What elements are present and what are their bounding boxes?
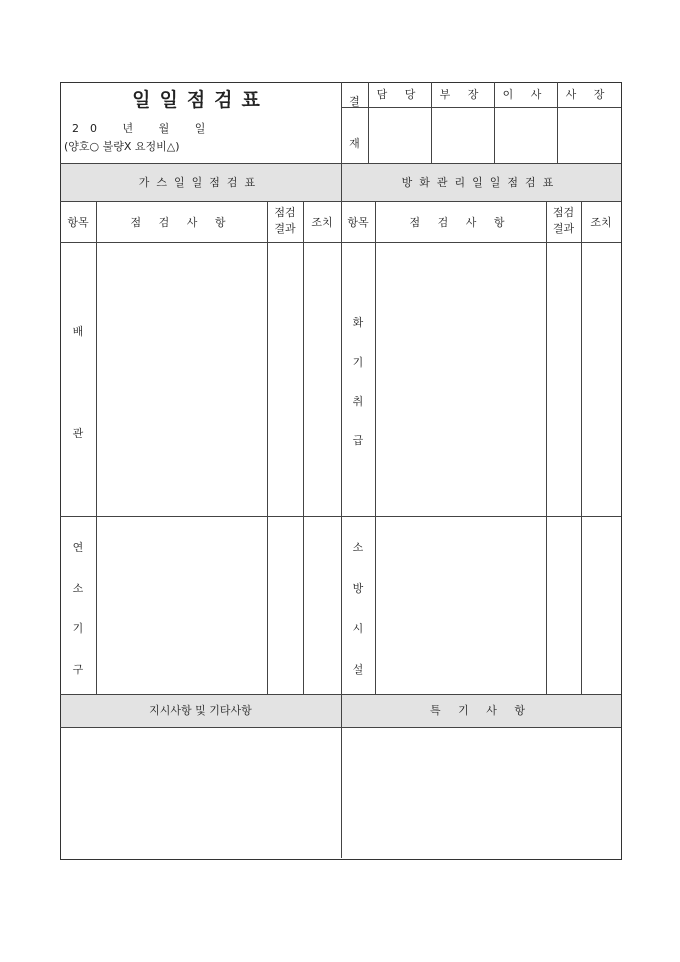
sign-box-president[interactable] (558, 108, 620, 162)
approval-role-manager: 부 장 (439, 88, 486, 101)
gas-group-appliance-char-3: 기 (72, 622, 84, 635)
instructions-notes-area[interactable] (61, 728, 341, 858)
fire-group-facilities-char-2: 방 (352, 582, 364, 595)
fire-section-title: 방화관리일일점검표 (401, 176, 561, 189)
gas-group-appliance-char-2: 소 (72, 582, 84, 595)
fire-header-item: 항목 (347, 216, 369, 229)
date-line: 20 년 월 일 (72, 122, 217, 135)
gas-header-result-bottom: 결과 (274, 222, 296, 235)
gas-appliance-check-cell[interactable] (97, 517, 267, 694)
gas-header-result-top: 점검 (274, 206, 296, 219)
gas-section-title: 가스일일점검표 (138, 176, 263, 189)
gas-header-action: 조치 (311, 216, 333, 229)
footer-left-title: 지시사항 및 기타사항 (149, 704, 252, 717)
gas-result-col-line (267, 201, 268, 694)
fire-facilities-check-cell[interactable] (376, 517, 546, 694)
form-title: 일일점검표 (132, 89, 269, 111)
fire-header-action: 조치 (590, 216, 612, 229)
sign-box-staff[interactable] (369, 108, 430, 162)
approval-role-staff: 담 당 (376, 88, 423, 101)
fire-header-check: 점 검 사 항 (409, 216, 512, 229)
gas-group-appliance-char-4: 구 (72, 663, 84, 676)
gas-action-col-line (303, 201, 304, 694)
approval-label-bottom: 재 (349, 137, 360, 150)
fire-group-fire-handling-char-1: 화 (352, 316, 364, 329)
gas-group-piping-char-1: 배 (72, 325, 84, 338)
fire-group-fire-handling-char-3: 취 (352, 395, 364, 408)
legend-text: (양호○ 불량X 요정비△) (64, 140, 180, 153)
approval-label-top: 결 (349, 95, 360, 108)
gas-header-item: 항목 (67, 216, 89, 229)
approval-role-president: 사 장 (565, 88, 612, 101)
special-notes-area[interactable] (342, 728, 620, 858)
fire-result-col-line (546, 201, 547, 694)
fire-handling-check-cell[interactable] (376, 243, 546, 516)
fire-group-fire-handling-char-2: 기 (352, 356, 364, 369)
fire-header-result-top: 점검 (552, 206, 575, 219)
fire-action-col-line (581, 201, 582, 694)
gas-piping-check-cell[interactable] (97, 243, 267, 516)
gas-group-piping-char-2: 관 (72, 427, 84, 440)
fire-group-facilities-char-1: 소 (352, 541, 364, 554)
sign-box-director[interactable] (495, 108, 556, 162)
fire-group-facilities-char-4: 설 (352, 663, 364, 676)
approval-role-director: 이 사 (502, 88, 549, 101)
fire-header-result-bottom: 결과 (552, 222, 575, 235)
sign-box-manager[interactable] (432, 108, 493, 162)
gas-group-appliance-char-1: 연 (72, 541, 84, 554)
footer-right-title: 특 기 사 항 (430, 704, 532, 717)
fire-group-fire-handling-char-4: 급 (352, 434, 364, 447)
gas-header-check: 점 검 사 항 (130, 216, 233, 229)
fire-group-facilities-char-3: 시 (352, 622, 364, 635)
